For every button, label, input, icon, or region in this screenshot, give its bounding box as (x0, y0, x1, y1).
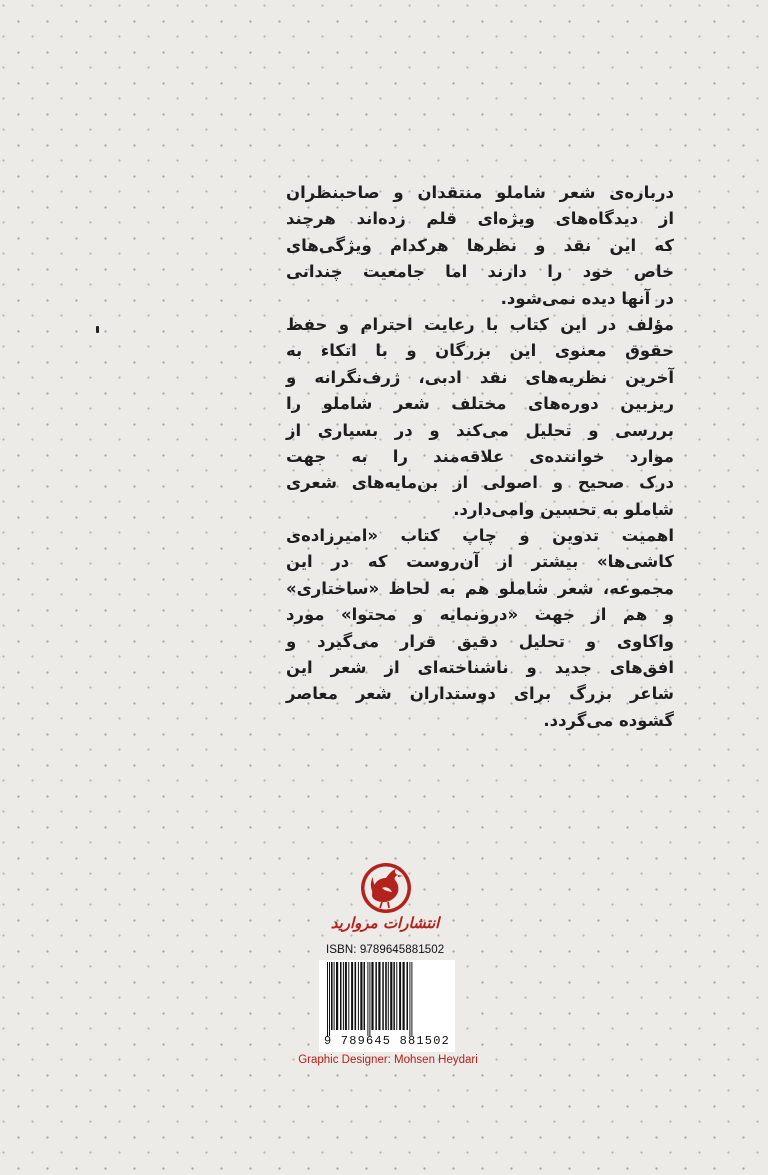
blurb-line: آخرین نظریه‌های نقد ادبی، ژرف‌نگرانه و (286, 367, 674, 387)
blurb-line: درباره‌ی شعر شاملو منتقدان و صاحبنظران (286, 183, 674, 202)
blurb-line: کاشی‌ها» بیشتر از آن‌روست که در این (286, 552, 674, 572)
blurb-line: ریزبین دوره‌های مختلف شعر شاملو را (286, 394, 674, 414)
blurb-line: در آنها دیده نمی‌شود. (500, 288, 674, 308)
blurb-line: بررسی و تحلیل می‌کند و در بسیاری از (286, 420, 674, 440)
barcode-bar (336, 962, 338, 1030)
blurb-line: موارد خواننده‌ی علاقه‌مند را به جهت (286, 446, 674, 466)
barcode-bar (331, 962, 333, 1030)
barcode-bar (358, 962, 359, 1030)
blurb-line: که این نقد و نظرها هرکدام ویژگی‌های (286, 235, 674, 255)
barcode-bar (378, 962, 380, 1030)
rooster-logo-icon (358, 858, 414, 914)
barcode-bar (345, 962, 347, 1030)
blurb-text (286, 180, 674, 734)
barcode-bar (403, 962, 405, 1030)
barcode-bar (327, 962, 328, 1036)
barcode-bar (360, 962, 362, 1030)
barcode-bar (355, 962, 357, 1030)
blurb-line: حقوق معنوی این بزرگان و با اتکاء به (286, 341, 674, 361)
barcode-bar (407, 962, 409, 1030)
barcode-bar (409, 962, 410, 1036)
blurb-line: مجموعه، شعر شاملو هم به لحاظ «ساختاری» (286, 578, 674, 598)
blurb-line: شاعر بزرگ برای دوستداران شعر معاصر (286, 684, 674, 704)
blurb-line: از دیدگاه‌های ویژه‌ای قلم زده‌اند هرچند (286, 209, 674, 229)
isbn-label: ISBN: 9789645881502 (326, 944, 445, 956)
barcode (319, 960, 455, 1052)
barcode-bar (393, 962, 395, 1030)
barcode-bar (399, 962, 401, 1030)
blurb-line: مؤلف در این کتاب با رعایت احترام و حفظ (286, 314, 674, 334)
barcode-bar (375, 962, 377, 1030)
barcode-bar (367, 962, 368, 1036)
blurb-line: افق‌های جدید و ناشناخته‌ای از شعر این (286, 658, 674, 678)
graphic-designer-credit: Graphic Designer: Mohsen Heydari (298, 1054, 478, 1066)
barcode-bar (388, 962, 389, 1030)
side-mark (96, 326, 99, 333)
barcode-digits: 9 789645 881502 (323, 1034, 451, 1048)
barcode-bar (369, 962, 370, 1036)
barcode-bar (351, 962, 353, 1030)
publisher-name: انتشارات مروارید (330, 914, 440, 932)
blurb-line: گشوده می‌گردد. (543, 710, 674, 730)
barcode-bar (385, 962, 387, 1030)
blurb-line: اهمیت تدوین و چاپ کتاب «امیرزاده‌ی (286, 526, 674, 546)
barcode-bar (340, 962, 342, 1030)
blurb-line: واکاوی و تحلیل دقیق قرار می‌گیرد و (286, 631, 674, 651)
barcode-bar (364, 962, 366, 1030)
blurb-line: درک صحیح و اصولی از بن‌مایه‌های شعری (286, 473, 674, 493)
barcode-bar (411, 962, 412, 1036)
barcode-bars (325, 962, 449, 1036)
blurb-line: و هم از جهت «درونمایه و محتوا» مورد (286, 605, 674, 625)
blurb-line: شاملو به تحسین وامی‌دارد. (453, 499, 674, 519)
barcode-bar (390, 962, 392, 1030)
barcode-bar (371, 962, 373, 1030)
barcode-bar (334, 962, 335, 1030)
barcode-bar (382, 962, 384, 1030)
blurb-line: خاص خود را دارند اما جامعیت چندانی (286, 262, 674, 282)
barcode-bar (329, 962, 330, 1036)
barcode-bar (396, 962, 397, 1030)
barcode-bar (348, 962, 349, 1030)
barcode-bar (343, 962, 344, 1030)
